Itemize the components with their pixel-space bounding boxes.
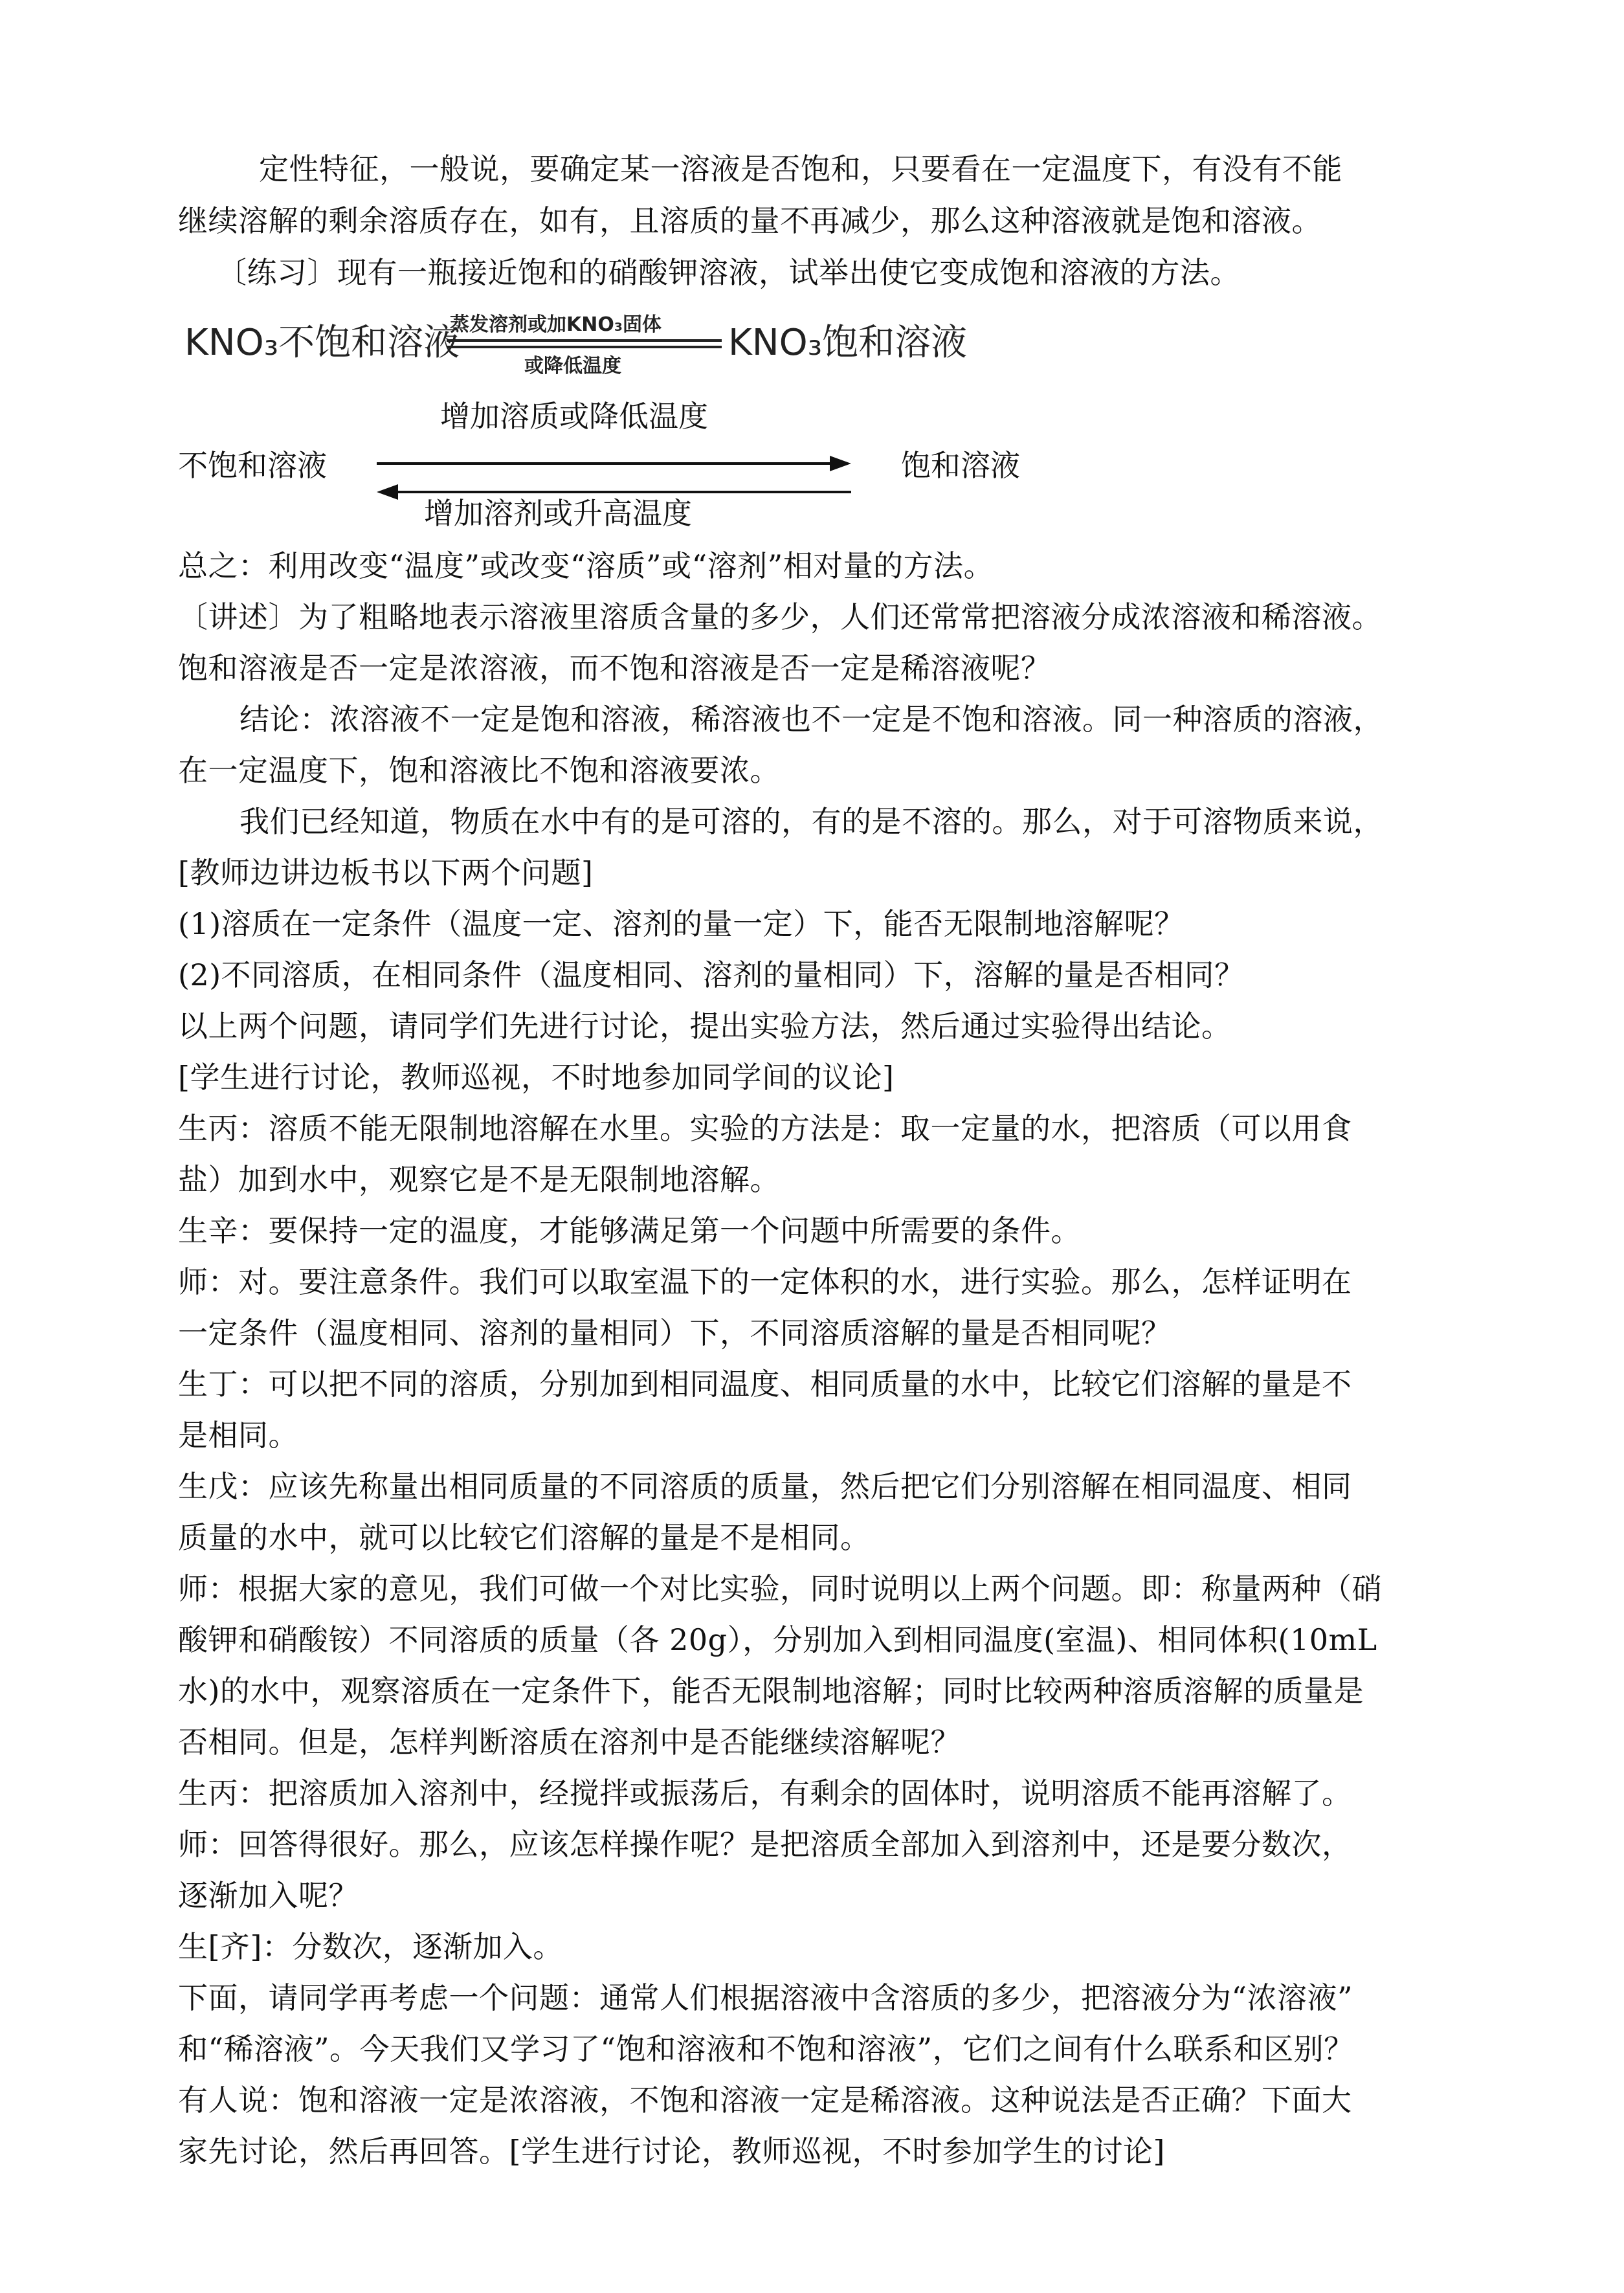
unsaturated-solution-label: 不饱和溶液 <box>178 448 327 483</box>
arrow-bottom-label: 增加溶剂或升高温度 <box>424 496 692 531</box>
paragraph-line: [学生进行讨论，教师巡视，不时地参加同学间的议论] <box>178 1060 895 1095</box>
kno3-unsaturated-label: KNO₃不饱和溶液 <box>184 322 460 364</box>
paragraph-line: 师：根据大家的意见，我们可做一个对比实验，同时说明以上两个问题。即：称量两种（硝 <box>178 1571 1382 1606</box>
paragraph-line: 有人说：饱和溶液一定是浓溶液，不饱和溶液一定是稀溶液。这种说法是否正确？下面大 <box>178 2083 1352 2118</box>
paragraph-line: 逐渐加入呢？ <box>178 1878 359 1913</box>
paragraph-line: 下面，请同学再考虑一个问题：通常人们根据溶液中含溶质的多少，把溶液分为“浓溶液” <box>178 1980 1353 2015</box>
paragraph-line: 一定条件（温度相同、溶剂的量相同）下，不同溶质溶解的量是否相同呢？ <box>178 1315 1172 1350</box>
kno3-condition-above: 蒸发溶剂或加KNO₃固体 <box>450 313 662 336</box>
paragraph-line: 生[齐]：分数次，逐渐加入。 <box>178 1929 563 1964</box>
paragraph-line: 生丁：可以把不同的溶质，分别加到相同温度、相同质量的水中，比较它们溶解的量是不 <box>178 1367 1352 1402</box>
paragraph-line: 生戊：应该先称量出相同质量的不同溶质的质量，然后把它们分别溶解在相同温度、相同 <box>178 1469 1352 1504</box>
paragraph-line: 饱和溶液是否一定是浓溶液，而不饱和溶液是否一定是稀溶液呢？ <box>178 651 1051 686</box>
paragraph-line: 定性特征，一般说，要确定某一溶液是否饱和，只要看在一定温度下，有没有不能 <box>259 151 1342 186</box>
arrow-top-label: 增加溶质或降低温度 <box>440 399 708 434</box>
kno3-condition-below: 或降低温度 <box>524 355 621 377</box>
kno3-equal-arrow <box>447 338 725 351</box>
paragraph-line: 我们已经知道，物质在水中有的是可溶的，有的是不溶的。那么，对于可溶物质来说， <box>239 804 1383 839</box>
paragraph-line: 水)的水中，观察溶质在一定条件下，能否无限制地溶解；同时比较两种溶质溶解的质量是 <box>178 1673 1364 1708</box>
paragraph-line: 师：对。要注意条件。我们可以取室温下的一定体积的水，进行实验。那么，怎样证明在 <box>178 1264 1352 1299</box>
paragraph-line: 生辛：要保持一定的温度，才能够满足第一个问题中所需要的条件。 <box>178 1213 1081 1248</box>
paragraph-line: 家先讨论，然后再回答。[学生进行讨论，教师巡视，不时参加学生的讨论] <box>178 2134 1165 2169</box>
saturated-solution-label: 饱和溶液 <box>901 448 1020 483</box>
paragraph-line: 和“稀溶液”。今天我们又学习了“饱和溶液和不饱和溶液”，它们之间有什么联系和区别？ <box>178 2031 1354 2066</box>
paragraph-line: 〔讲述〕为了粗略地表示溶液里溶质含量的多少，人们还常常把溶液分成浓溶液和稀溶液。 <box>178 599 1382 634</box>
paragraph-line: 在一定温度下，饱和溶液比不饱和溶液要浓。 <box>178 753 780 788</box>
paragraph-line: 否相同。但是，怎样判断溶质在溶剂中是否能继续溶解呢？ <box>178 1725 961 1760</box>
paragraph-line: 以上两个问题，请同学们先进行讨论，提出实验方法，然后通过实验得出结论。 <box>178 1009 1232 1044</box>
paragraph-line: 师：回答得很好。那么，应该怎样操作呢？是把溶质全部加入到溶剂中，还是要分数次， <box>178 1827 1352 1862</box>
paragraph-line: 盐）加到水中，观察它是不是无限制地溶解。 <box>178 1162 780 1197</box>
paragraph-line: 总之：利用改变“温度”或改变“溶质”或“溶剂”相对量的方法。 <box>178 548 994 583</box>
paragraph-line: (2)不同溶质，在相同条件（温度相同、溶剂的量相同）下，溶解的量是否相同？ <box>178 957 1245 992</box>
paragraph-line: 结论：浓溶液不一定是饱和溶液，稀溶液也不一定是不饱和溶液。同一种溶质的溶液， <box>239 702 1383 737</box>
paragraph-line: 生丙：把溶质加入溶剂中，经搅拌或振荡后，有剩余的固体时，说明溶质不能再溶解了。 <box>178 1776 1352 1811</box>
paragraph-line: 继续溶解的剩余溶质存在，如有，且溶质的量不再减少，那么这种溶液就是饱和溶液。 <box>178 203 1322 238</box>
paragraph-line: [教师边讲边板书以下两个问题] <box>178 855 594 890</box>
paragraph-line: 生丙：溶质不能无限制地溶解在水里。实验的方法是：取一定量的水，把溶质（可以用食 <box>178 1111 1352 1146</box>
kno3-saturated-label: KNO₃饱和溶液 <box>728 322 968 364</box>
paragraph-line: (1)溶质在一定条件（温度一定、溶剂的量一定）下，能否无限制地溶解呢？ <box>178 906 1185 941</box>
paragraph-line: 质量的水中，就可以比较它们溶解的量是不是相同。 <box>178 1520 871 1555</box>
paragraph-line: 酸钾和硝酸铵）不同溶质的质量（各 20g），分别加入到相同温度(室温)、相同体积(10mL <box>178 1622 1377 1657</box>
paragraph-line: 是相同。 <box>178 1418 298 1453</box>
paragraph-line: 〔练习〕现有一瓶接近饱和的硝酸钾溶液，试举出使它变成饱和溶液的方法。 <box>217 255 1240 290</box>
